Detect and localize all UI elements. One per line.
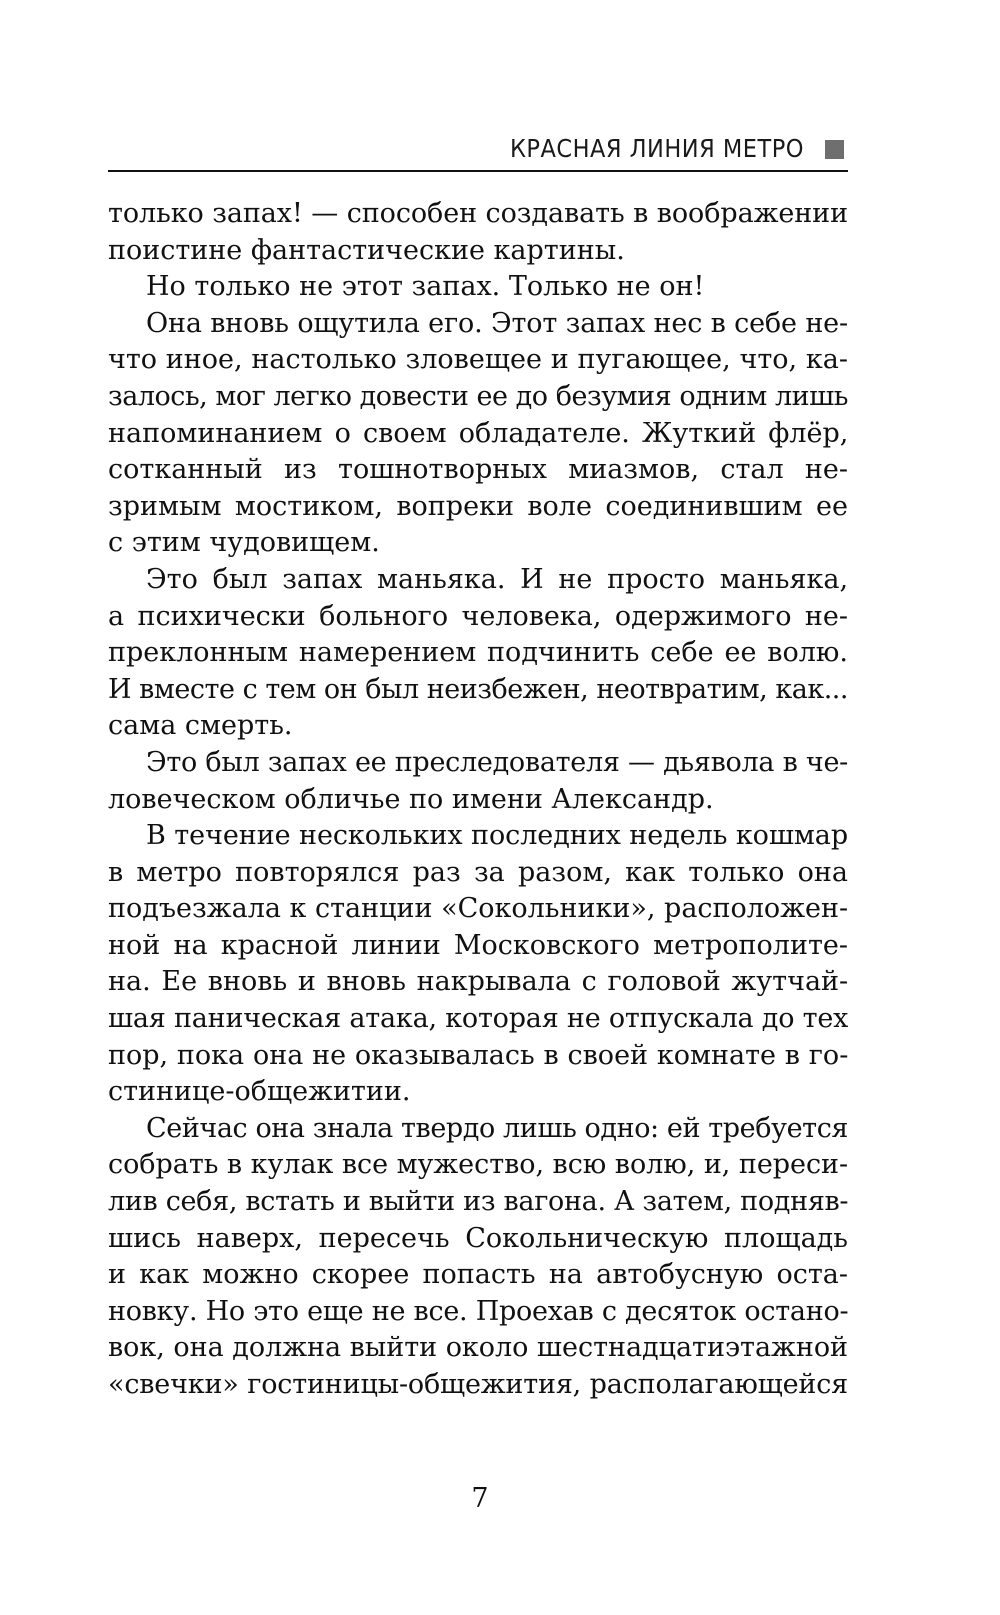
text-line: залось, мог легко довести ее до безумия одним лишь [108, 380, 848, 412]
text-line: И вместе с тем он был неизбежен, неотвратим, как... [108, 673, 848, 705]
paragraph [108, 745, 848, 818]
header-square-marker [825, 140, 844, 159]
text-line: поистине фантастические картины. [108, 234, 625, 266]
text-line: что иное, настолько зловещее и пугающее, что, ка- [108, 344, 848, 376]
text-line: Но только не этот запах. Только не он! [146, 271, 705, 303]
paragraph [108, 269, 848, 306]
text-line: только запах! — способен создавать в воображении [108, 198, 848, 229]
text-line: и как можно скорее попасть на автобусную оста- [108, 1259, 848, 1291]
text-line: а психически больного человека, одержимого не- [108, 600, 848, 632]
text-line: шись наверх, пересечь Сокольническую площадь [108, 1222, 848, 1254]
text-line: шая паническая атака, которая не отпускала до тех [108, 1003, 849, 1035]
paragraph [108, 562, 848, 745]
text-line: Это был запах маньяка. И не просто маньяка, [146, 563, 849, 595]
text-line: сотканный из тошнотворных миазмов, стал не- [108, 454, 848, 486]
text-line: преклонным намерением подчинить себе ее волю. [108, 637, 848, 669]
body-text [108, 196, 848, 1404]
text-line: зримым мостиком, вопреки воле соединившим ее [108, 490, 848, 522]
text-line: новку. Но это еще не все. Проехав с десяток остано- [108, 1295, 849, 1327]
text-line: вок, она должна выйти около шестнадцатиэтажной [108, 1332, 849, 1364]
text-line: с этим чудовищем. [108, 527, 380, 559]
text-line: в метро повторялся раз за разом, как только она [108, 856, 848, 888]
paragraph [108, 306, 848, 562]
text-line: стинице-общежитии. [108, 1076, 411, 1108]
text-line: «свечки» гостиницы-общежития, располагающейся [108, 1369, 848, 1400]
text-line: В течение нескольких последних недель кошмар [146, 820, 849, 852]
text-line: сама смерть. [108, 710, 293, 742]
text-line: пор, пока она не оказывалась в своей комнате в го- [108, 1039, 849, 1071]
paragraph [108, 818, 848, 1111]
paragraph [108, 1111, 848, 1404]
page-number: 7 [471, 1483, 489, 1514]
paragraph [108, 196, 848, 269]
text-line: Она вновь ощутила его. Этот запах нес в себе не- [146, 307, 848, 339]
text-line: Это был запах ее преследователя — дьявола в че- [146, 746, 848, 778]
text-line: подъезжала к станции «Сокольники», расположен- [108, 893, 849, 925]
running-header [108, 132, 848, 172]
text-line: на. Ее вновь и вновь накрывала с головой жутчай- [108, 966, 849, 998]
text-line: ловеческом обличье по имени Александр. [108, 783, 714, 815]
running-header-title: КРАСНАЯ ЛИНИЯ МЕТРО [509, 134, 804, 163]
text-line: напоминанием о своем обладателе. Жуткий флёр, [108, 417, 849, 449]
text-line: ной на красной линии Московского метрополите- [108, 929, 848, 961]
text-line: лив себя, встать и выйти из вагона. А затем, подняв- [108, 1186, 849, 1218]
text-line: Сейчас она знала твердо лишь одно: ей требуется [146, 1112, 849, 1144]
text-line: собрать в кулак все мужество, всю волю, и, переси- [108, 1149, 849, 1181]
